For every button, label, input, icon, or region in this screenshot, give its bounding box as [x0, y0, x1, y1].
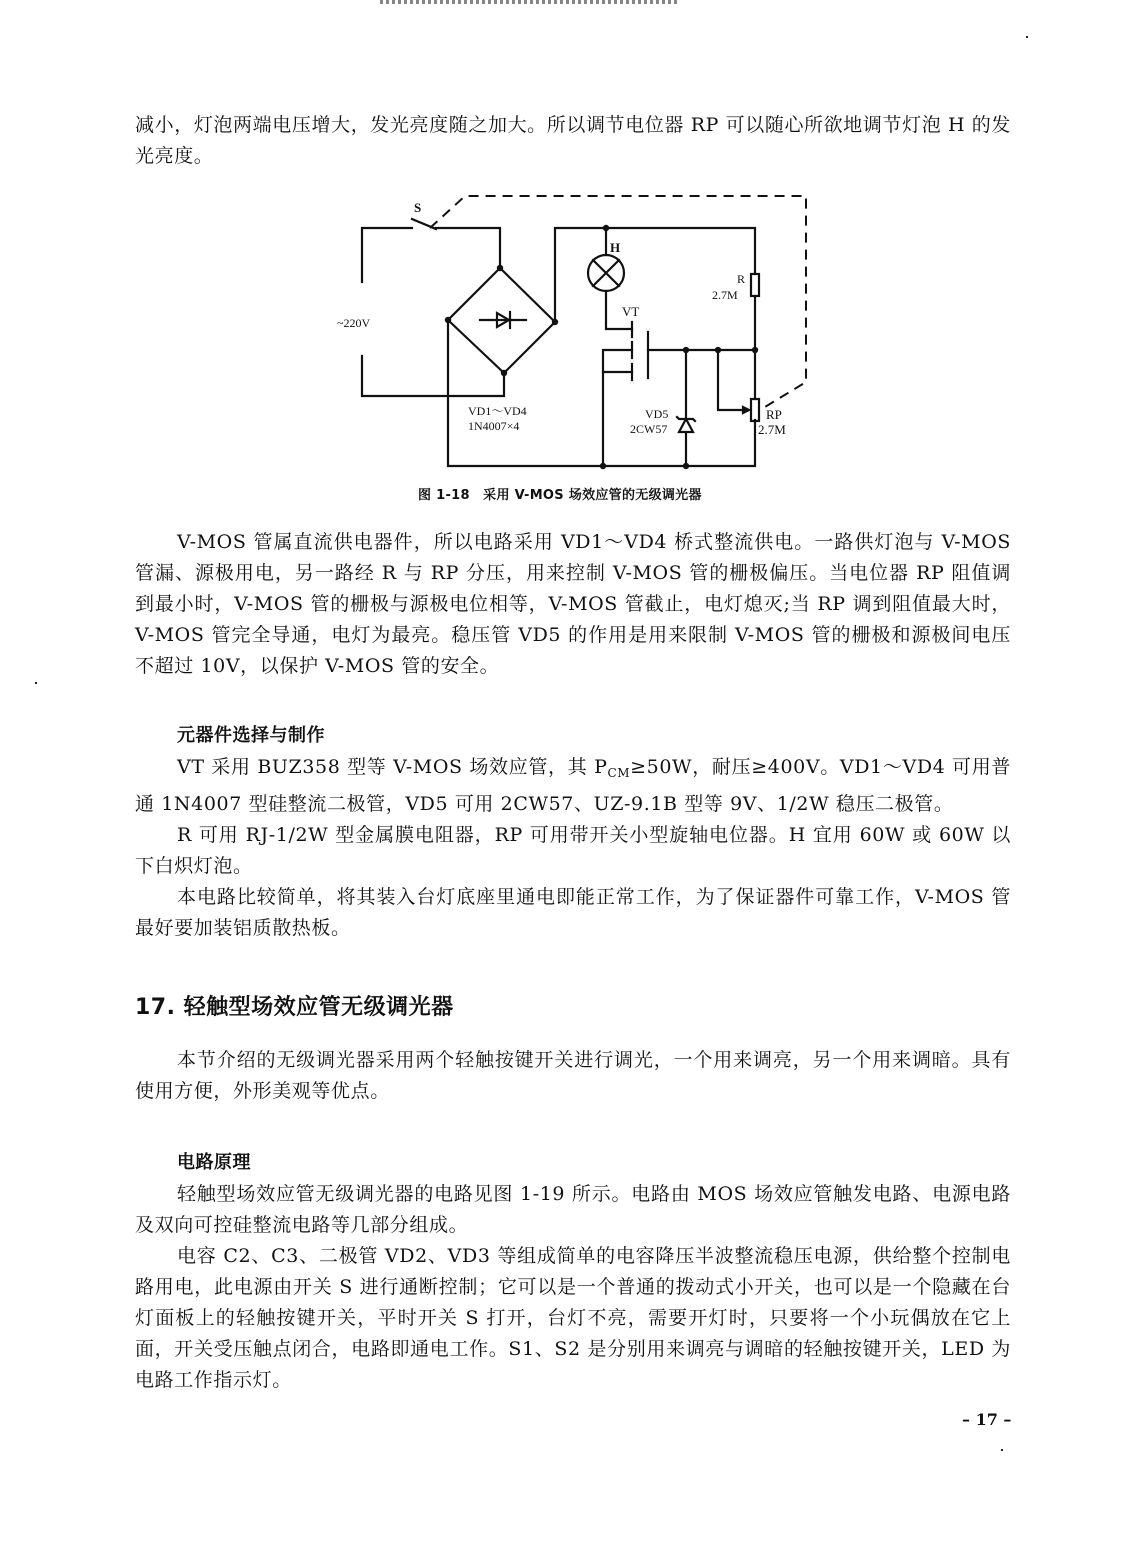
circuit-principle-p2: 电容 C2、C3、二极管 VD2、VD3 等组成简单的电容降压半波整流稳压电源，供给整个控制电路用电，此电源由开关 S 进行通断控制；它可以是一个普通的拨动式小开关，也可以是一个隐藏在台灯面板上的轻触按键开关，平时开关 S 打开，台灯不亮，需要开灯时，只要将一个小玩偶放在它上面，开关受压触点闭合，电路即通电工作。S1、S2 是分别用来调亮与调暗的轻触按键开关，LED 为电路工作指示灯。	[135, 1245, 1011, 1391]
components-heading: 元器件选择与制作	[177, 725, 325, 746]
wire-ac-top	[362, 228, 412, 282]
components-p1: VT 采用 BUZ358 型等 V-MOS 场效应管，其 $P_{CM}\ge 50W$，耐压≥400V。VD1～VD4 可用普通 1N4007 型硅整流二极管，VD5 可用 2CW57、UZ-9.1B 型等 9V、1/2W 稳压二极管。	[135, 756, 1011, 815]
zener-vd5	[679, 419, 693, 432]
label-zener-part: 2CW57	[630, 422, 668, 436]
wire-top-rail	[555, 228, 755, 322]
circuit-principle-p1: 轻触型场效应管无级调光器的电路见图 1-19 所示。电路由 MOS 场效应管触发电路、电源电路及双向可控硅整流电路等几部分组成。	[135, 1183, 1011, 1236]
wire-bottom-rail	[448, 320, 755, 466]
wire-vt-source	[603, 350, 632, 466]
label-lamp: H	[610, 240, 621, 255]
wire-ac-bottom	[362, 356, 504, 396]
explanation-paragraph: V-MOS 管属直流供电器件，所以电路采用 VD1～VD4 桥式整流供电。一路供灯泡与 V-MOS 管漏、源极用电，另一路经 R 与 RP 分压，用来控制 V-MOS 管的栅极偏压。当电位器 RP 阻值调到最小时，V-MOS 管的栅极与源极电位相等，V-MOS 管截止，电灯熄灭;当 RP 调到阻值最大时，V-MOS 管完全导通，电灯为最亮。稳压管 VD5 的作用是用来限制 V-MOS 管的栅极和源极间电压不超过 10V，以保护 V-MOS 管的安全。	[135, 531, 1011, 677]
circuit-diagram-fig-1-18	[0, 0, 1138, 520]
figure-caption: 图 1-18 采用 V-MOS 场效应管的无级调光器	[418, 488, 702, 503]
label-resistor-value: 2.7M	[712, 288, 738, 302]
label-pot-value: 2.7M	[758, 422, 786, 437]
intro-paragraph: 减小，灯泡两端电压增大，发光亮度随之加大。所以调节电位器 RP 可以随心所欲地调节灯泡 H 的发光亮度。	[135, 114, 1011, 167]
page-number: – 17 –	[962, 1410, 1012, 1429]
resistor-r	[751, 274, 759, 296]
components-p3: 本电路比较简单，将其装入台灯底座里通电即能正常工作，为了保证器件可靠工作，V-MOS 管最好要加装铝质散热板。	[135, 886, 1011, 939]
wire-rp-wiper	[718, 350, 748, 410]
label-source: ~220V	[337, 316, 371, 330]
label-bridge-part: 1N4007×4	[468, 419, 520, 433]
wire-switch-to-bridge	[436, 228, 500, 268]
label-switch: S	[414, 200, 422, 215]
label-transistor: VT	[622, 304, 640, 319]
scan-speck	[1001, 1449, 1003, 1451]
components-p2: R 可用 RJ-1/2W 型金属膜电阻器，RP 可用带开关小型旋轴电位器。H 宜用 60W 或 60W 以下白炽灯泡。	[135, 824, 1011, 877]
section-title: 17. 轻触型场效应管无级调光器	[135, 995, 454, 1020]
circuit-principle-heading: 电路原理	[177, 1152, 251, 1173]
label-pot-name: RP	[766, 407, 782, 422]
scan-speck	[35, 682, 37, 684]
label-zener-name: VD5	[645, 407, 669, 421]
potentiometer-rp	[751, 399, 759, 421]
circuit-principle-text	[135, 1179, 1011, 1396]
label-bridge-name: VD1～VD4	[468, 404, 527, 418]
label-resistor-name: R	[737, 272, 746, 286]
switch-s-blade	[412, 219, 436, 229]
section17-intro: 本节介绍的无级调光器采用两个轻触按键开关进行调光，一个用来调亮，另一个用来调暗。具有使用方便，外形美观等优点。	[135, 1049, 1011, 1102]
components-text	[135, 752, 1011, 944]
